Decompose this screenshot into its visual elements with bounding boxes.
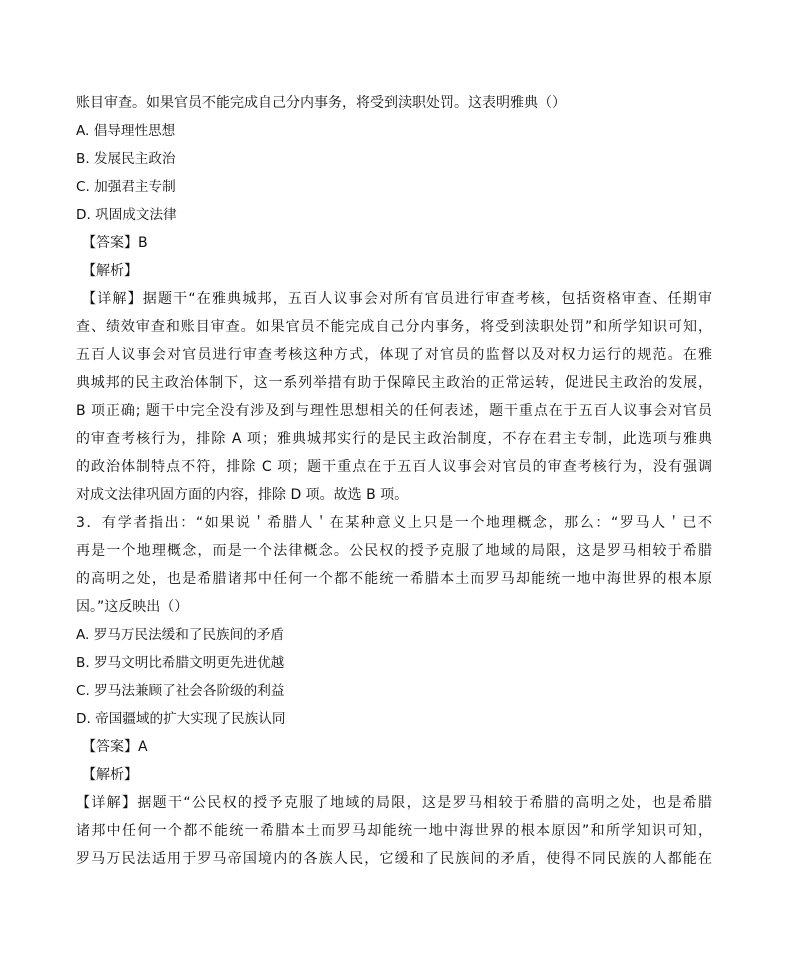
q3-analysis-heading: 【解析】 — [82, 767, 138, 783]
q3-stem-line: 再是一个地理概念，而是一个法律概念。公民权的授予克服了地域的局限，这是罗马相较于希腊 — [76, 543, 712, 559]
q3-option-c: C. 罗马法兼顾了社会各阶级的利益 — [76, 683, 285, 699]
q2-stem-tail: 账目审查。如果官员不能完成自己分内事务，将受到渎职处罚。这表明雅典（） — [76, 95, 566, 111]
q2-option-d: D. 巩固成文法律 — [76, 207, 177, 223]
q3-detail-line: 【详解】据题干“公民权的授予克服了地域的局限，这是罗马相较于希腊的高明之处，也是希腊 — [76, 795, 712, 811]
q2-detail-line: 的审查考核行为，排除 A 项；雅典城邦实行的是民主政治制度，不存在君主专制，此选项与雅典 — [76, 431, 712, 447]
document-content — [76, 93, 712, 877]
q3-option-b: B. 罗马文明比希腊文明更先进优越 — [76, 655, 285, 671]
q3-detail-line: 诸邦中任何一个都不能统一希腊本土而罗马却能统一地中海世界的根本原因”和所学知识可知， — [76, 823, 712, 839]
q2-option-c: C. 加强君主专制 — [76, 179, 176, 195]
q3-detail-line: 罗马万民法适用于罗马帝国境内的各族人民，它缓和了民族间的矛盾，使得不同民族的人都能在 — [76, 851, 712, 867]
q2-detail-line: B 项正确; 题干中完全没有涉及到与理性思想相关的任何表述，题干重点在于五百人议事会对官员 — [76, 403, 712, 419]
q2-detail-line: 五百人议事会对官员进行审查考核这种方式，体现了对官员的监督以及对权力运行的规范。在雅 — [76, 347, 712, 363]
q3-answer: 【答案】A — [82, 739, 148, 755]
q2-option-b: B. 发展民主政治 — [76, 151, 176, 167]
q2-analysis-heading: 【解析】 — [82, 263, 138, 279]
q2-detail-line: 对成文法律巩固方面的内容，排除 D 项。故选 B 项。 — [76, 487, 409, 503]
q2-answer: 【答案】B — [82, 235, 148, 251]
q2-option-a: A. 倡导理性思想 — [76, 123, 176, 139]
q2-detail-line: 典城邦的民主政治体制下，这一系列举措有助于保障民主政治的正常运转，促进民主政治的发展， — [76, 375, 712, 391]
q2-detail-line: 的政治体制特点不符，排除 C 项；题干重点在于五百人议事会对官员的审查考核行为，没有强调 — [76, 459, 712, 475]
q3-option-a: A. 罗马万民法缓和了民族间的矛盾 — [76, 627, 285, 643]
q3-stem-line: 3．有学者指出：“如果说＇希腊人＇在某种意义上只是一个地理概念，那么：“罗马人＇已不 — [76, 515, 712, 531]
q2-detail-line: 查、绩效审查和账目审查。如果官员不能完成自己分内事务，将受到渎职处罚”和所学知识可知， — [76, 319, 712, 335]
q2-detail-line: 【详解】据题干“在雅典城邦，五百人议事会对所有官员进行审查考核，包括资格审查、任期审 — [82, 291, 712, 307]
q3-stem-line: 因。”这反映出（） — [76, 599, 189, 615]
q3-stem-line: 的高明之处，也是希腊诸邦中任何一个都不能统一希腊本土而罗马却能统一地中海世界的根本原 — [76, 571, 712, 587]
q3-option-d: D. 帝国疆域的扩大实现了民族认同 — [76, 711, 286, 727]
